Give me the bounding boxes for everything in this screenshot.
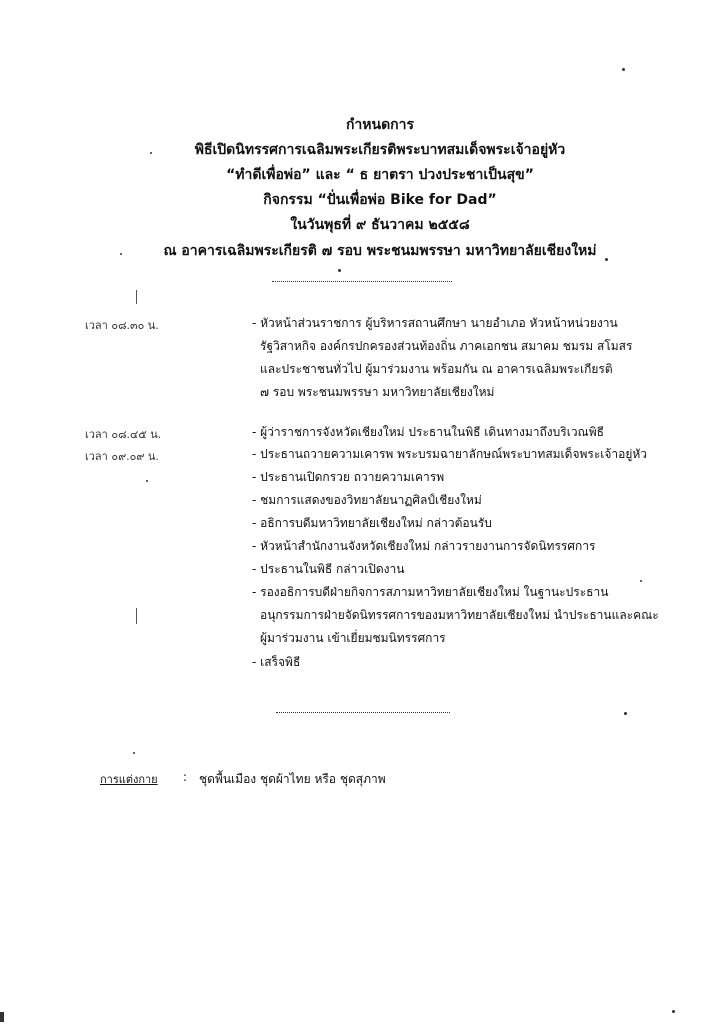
scan-mark: [136, 608, 137, 624]
schedule-line: อนุกรรมการฝ่ายจัดนิทรรศการของมหาวิทยาลัยเชียงใหม่ นำประธานและคณะ: [260, 608, 659, 622]
scan-speck: [672, 1010, 675, 1013]
scan-speck: [133, 752, 135, 754]
venue-line: ณ อาคารเฉลิมพระเกียรติ ๗ รอบ พระชนมพรรษา มหาวิทยาลัยเชียงใหม่: [163, 243, 597, 259]
schedule-line: - ประธานเปิดกรวย ถวายความเคารพ: [252, 470, 445, 484]
document-title: กำหนดการ: [345, 117, 415, 133]
schedule-divider: [276, 712, 450, 713]
schedule-time: เวลา ๐๘.๓๐ น.: [85, 319, 159, 332]
schedule-item: [252, 466, 632, 489]
exhibition-line: “ทำดีเพื่อพ่อ” และ “ ธ ยาตรา ปวงประชาเป็นสุข”: [226, 167, 534, 183]
schedule-line: - หัวหน้าส่วนราชการ ผู้บริหารสถานศึกษา นายอำเภอ หัวหน้าหน่วยงาน: [252, 316, 618, 330]
schedule-item: [252, 421, 632, 444]
schedule-line: ๗ รอบ พระชนมพรรษา มหาวิทยาลัยเชียงใหม่: [260, 385, 495, 399]
schedule-time: เวลา ๐๘.๔๕ น.: [85, 428, 162, 441]
ceremony-line: พิธีเปิดนิทรรศการเฉลิมพระเกียรติพระบาทสมเด็จพระเจ้าอยู่หัว: [194, 142, 566, 158]
schedule-line: - ผู้ว่าราชการจังหวัดเชียงใหม่ ประธานในพิธี เดินทางมาถึงบริเวณพิธี: [252, 425, 604, 439]
schedule-line: และประชาชนทั่วไป ผู้มาร่วมงาน พร้อมกัน ณ อาคารเฉลิมพระเกียรติ: [260, 362, 613, 376]
scan-speck: [146, 480, 148, 482]
scan-speck: [0, 1012, 4, 1022]
schedule-line: - รองอธิการบดีฝ่ายกิจการสภามหาวิทยาลัยเชียงใหม่ ในฐานะประธาน: [252, 585, 609, 599]
scan-speck: [150, 152, 152, 154]
schedule-item: [252, 581, 659, 650]
scan-mark: [136, 290, 137, 304]
scan-speck: [120, 253, 122, 255]
scan-speck: [624, 712, 627, 715]
schedule-line: - อธิการบดีมหาวิทยาลัยเชียงใหม่ กล่าวต้อนรับ: [252, 516, 492, 530]
schedule-item: [252, 558, 632, 581]
scan-speck: [338, 269, 341, 272]
schedule-line: - ชมการแสดงของวิทยาลัยนาฏศิลป์เชียงใหม่: [252, 493, 482, 507]
scan-speck: [640, 580, 642, 582]
header-divider: [272, 281, 452, 282]
scan-speck: [605, 258, 608, 261]
schedule-item: [252, 535, 632, 558]
schedule-line: - ประธานในพิธี กล่าวเปิดงาน: [252, 562, 405, 576]
dress-code-colon: :: [183, 770, 188, 784]
schedule-time: เวลา ๐๙.๐๙ น.: [85, 450, 159, 463]
schedule-item: [252, 312, 632, 404]
schedule-item: [252, 489, 632, 512]
schedule-item: [252, 512, 632, 535]
activity-line: กิจกรรม “ปั่นเพื่อพ่อ Bike for Dad”: [263, 192, 497, 208]
schedule-item: [252, 443, 648, 466]
scan-speck: [622, 68, 625, 71]
schedule-item: [252, 651, 632, 674]
dress-code-value: ชุดพื้นเมือง ชุดผ้าไทย หรือ ชุดสุภาพ: [199, 772, 386, 786]
schedule-line: ผู้มาร่วมงาน เข้าเยี่ยมชมนิทรรศการ: [260, 631, 446, 645]
schedule-line: - หัวหน้าสำนักงานจังหวัดเชียงใหม่ กล่าวรายงานการจัดนิทรรศการ: [252, 539, 596, 553]
schedule-line: - ประธานถวายความเคารพ พระบรมฉายาลักษณ์พระบาทสมเด็จพระเจ้าอยู่หัว: [252, 447, 648, 461]
schedule-line: รัฐวิสาหกิจ องค์กรปกครองส่วนท้องถิ่น ภาคเอกชน สมาคม ชมรม สโมสร: [260, 339, 633, 353]
schedule-line: - เสร็จพิธี: [252, 655, 301, 669]
date-line: ในวันพุธที่ ๙ ธันวาคม ๒๕๕๘: [290, 217, 470, 233]
dress-code-label: การแต่งกาย: [100, 773, 158, 786]
